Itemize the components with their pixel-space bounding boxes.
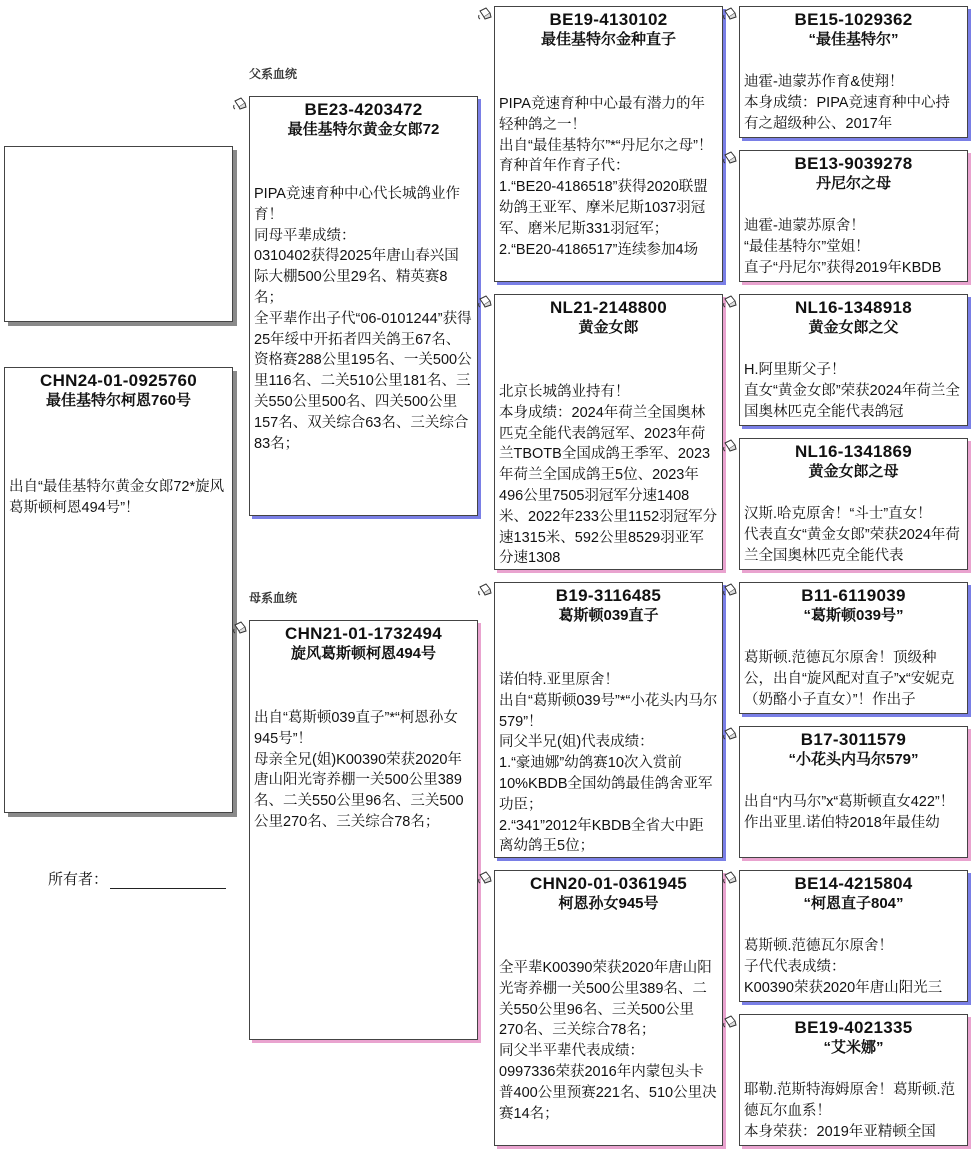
ddd-ring: BE19-4021335 — [794, 1018, 913, 1037]
owner-line — [110, 874, 226, 889]
paternal-label: 父系血统 — [249, 67, 298, 81]
sss-ring: BE15-1029362 — [794, 10, 913, 29]
dsd-name: “小花头内马尔579” — [788, 751, 919, 768]
sds-note: H.阿里斯父子！ 直女“黄金女郎”荣获2024年荷兰全国奥林匹克全能代表鸽冠 — [744, 362, 960, 420]
bucket-icon[interactable] — [478, 583, 492, 596]
dam-card[interactable] — [249, 620, 478, 1040]
sd-note: 北京长城鸽业持有！ 本身成绩：2024年荷兰全国奥林匹克全能代表鸽冠军、2023年荷兰TBOTB全国成鸽王季军、2023年荷兰全国成鸽王5位、2023年496公里7505羽冠军分速1408米、2022年233公里1152羽冠军分速1315米、592公里8529羽亚军分速1308 — [499, 384, 718, 567]
sd-name: 黄金女郎 — [578, 319, 639, 336]
bucket-icon[interactable] — [723, 151, 737, 164]
owner-label: 所有者： — [48, 871, 109, 888]
dds-note: 葛斯顿.范德瓦尔原舍！ 子代代表成绩： K00390荣获2020年唐山阳光三 — [744, 938, 943, 996]
ssd-card[interactable] — [739, 150, 968, 282]
dam-note: 出自“葛斯顿039直子”*“柯恩孙女945号”！ 母亲全兄(姐)K00390荣获2020年唐山阳光寄养棚一关500公里389名、二关550公里96名、三关500公里270名、三关综合78名； — [254, 710, 464, 830]
dam-name: 旋风葛斯顿柯恩494号 — [290, 645, 437, 662]
sire-dam-card[interactable] — [494, 294, 723, 570]
sd-ring: NL21-2148800 — [549, 298, 667, 317]
dds-name: “柯恩直子804” — [803, 895, 904, 912]
sds-name: 黄金女郎之父 — [808, 319, 899, 336]
bucket-icon[interactable] — [233, 621, 247, 634]
dsd-card[interactable] — [739, 726, 968, 858]
subject-card[interactable] — [4, 367, 233, 813]
ss-name: 最佳基特尔金种直子 — [540, 31, 676, 48]
ssd-name: 丹尼尔之母 — [815, 175, 891, 192]
ddd-note: 耶勒.范斯特海姆原舍！葛斯顿.范德瓦尔血系！ 本身荣获：2019年亚精顿全国 — [744, 1082, 956, 1140]
bucket-icon[interactable] — [723, 1015, 737, 1028]
ddd-name: “艾米娜” — [823, 1039, 884, 1056]
ds-ring: B19-3116485 — [555, 586, 662, 605]
dam-sire-card[interactable] — [494, 582, 723, 858]
ss-note: PIPA竞速育种中心最有潜力的年轻种鸽之一！ 出自“最佳基特尔”*“丹尼尔之母”！ 育种首年作育子代： 1.“BE20-4186518”获得2020联盟幼鸽王亚军、摩米尼斯1037羽冠军、磨米尼斯331羽冠军； 2.“BE20-4186517”连续参加4场 — [499, 96, 713, 258]
dds-ring: BE14-4215804 — [794, 874, 913, 893]
bucket-icon[interactable] — [723, 727, 737, 740]
sss-card[interactable] — [739, 6, 968, 138]
dss-name: “葛斯顿039号” — [803, 607, 904, 624]
sdd-card[interactable] — [739, 438, 968, 570]
bucket-icon[interactable] — [723, 7, 737, 20]
sds-card[interactable] — [739, 294, 968, 426]
bucket-icon[interactable] — [233, 97, 247, 110]
sds-ring: NL16-1348918 — [794, 298, 912, 317]
subject-ring: CHN24-01-0925760 — [40, 371, 197, 390]
owner-field[interactable] — [48, 868, 226, 889]
sss-name: “最佳基特尔” — [808, 31, 899, 48]
dss-ring: B11-6119039 — [801, 586, 906, 605]
dsd-note: 出自“内马尔”x“葛斯顿直女422”！ 作出亚里.诺伯特2018年最佳幼 — [744, 794, 955, 831]
ds-note: 诺伯特.亚里原舍！ 出自“葛斯顿039号”*“小花头内马尔579”！ 同父半兄(姐)代表成绩： 1.“豪迪娜”幼鸽赛10次入赏前10%KBDB全国幼鸽最佳鸽舍亚军功臣； 2.“341”2012年KBDB全省大中距离幼鸽王5位； — [499, 672, 718, 855]
ddd-card[interactable] — [739, 1014, 968, 1146]
dsd-ring: B17-3011579 — [800, 730, 907, 749]
subject-note: 出自“最佳基特尔黄金女郎72*旋风葛斯顿柯恩494号”！ — [9, 479, 225, 516]
dd-ring: CHN20-01-0361945 — [530, 874, 687, 893]
photo-placeholder[interactable] — [4, 146, 233, 322]
dam-dam-card[interactable] — [494, 870, 723, 1146]
sire-ring: BE23-4203472 — [304, 100, 423, 119]
dss-note: 葛斯顿.范德瓦尔原舍！顶级种公，出自“旋风配对直子”x“安妮克（奶酪小子直女）”！作出子 — [744, 650, 955, 708]
dd-note: 全平辈K00390荣获2020年唐山阳光寄养棚一关500公里389名、二关550公里96名、三关500公里270名、三关综合78名； 同父半平辈代表成绩： 0997336荣获2016年内蒙包头卡普400公里预赛221名、510公里决赛14名； — [499, 960, 717, 1122]
sire-note: PIPA竞速育种中心代长城鸽业作育！ 同母平辈成绩： 0310402获得2025年唐山春兴国际大棚500公里29名、精英赛8名； 全平辈作出子代“06-0101244”获得25年绥中开拓者四关鸽王67名、资格赛288公里195名、一关500公里116名、二关510公里181名、三关550公里500名、四关500公里157名、双关综合63名、三关综合83名； — [254, 186, 472, 452]
bucket-icon[interactable] — [723, 583, 737, 596]
sire-card[interactable] — [249, 96, 478, 516]
sdd-ring: NL16-1341869 — [794, 442, 912, 461]
sdd-note: 汉斯.哈克原舍！“斗士”直女！ 代表直女“黄金女郎”荣获2024年荷兰全国奥林匹克全能代表 — [744, 506, 960, 564]
dss-card[interactable] — [739, 582, 968, 714]
sdd-name: 黄金女郎之母 — [808, 463, 899, 480]
sss-note: 迪霍-迪蒙苏作育&使翔！ 本身成绩：PIPA竞速育种中心持有之超级种公、2017年 — [744, 74, 950, 132]
bucket-icon[interactable] — [723, 871, 737, 884]
dds-card[interactable] — [739, 870, 968, 1002]
maternal-label: 母系血统 — [249, 591, 298, 605]
bucket-icon[interactable] — [723, 295, 737, 308]
bucket-icon[interactable] — [723, 439, 737, 452]
ssd-note: 迪霍-迪蒙苏原舍！ “最佳基特尔”堂姐！ 直子“丹尼尔”获得2019年KBDB — [744, 218, 942, 276]
sire-sire-card[interactable] — [494, 6, 723, 282]
subject-name: 最佳基特尔柯恩760号 — [45, 392, 192, 409]
sire-name: 最佳基特尔黄金女郎72 — [287, 121, 440, 138]
bucket-icon[interactable] — [478, 7, 492, 20]
ds-name: 葛斯顿039直子 — [558, 607, 659, 624]
dd-name: 柯恩孙女945号 — [558, 895, 659, 912]
dam-ring: CHN21-01-1732494 — [285, 624, 442, 643]
bucket-icon[interactable] — [478, 295, 492, 308]
ssd-ring: BE13-9039278 — [794, 154, 913, 173]
ss-ring: BE19-4130102 — [549, 10, 668, 29]
bucket-icon[interactable] — [478, 871, 492, 884]
